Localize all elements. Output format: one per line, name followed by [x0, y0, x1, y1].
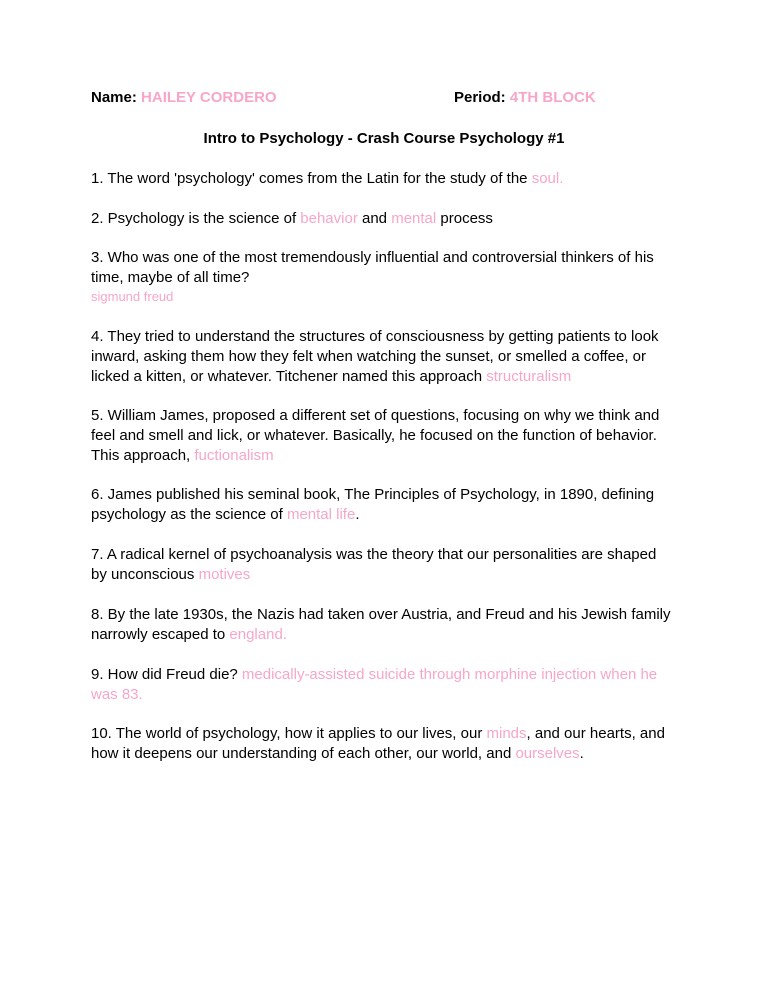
- question-text: process: [436, 210, 493, 227]
- answer: ourselves: [515, 745, 580, 762]
- question-text: 6. James published his seminal book, The Principles of Psychology, in 1890, defining psychology as the science of: [91, 486, 655, 523]
- name-value: HAILEY CORDERO: [141, 89, 277, 106]
- question-text: 4. They tried to understand the structures of consciousness by getting patients to look inward, asking them how they felt when watching the sunset, or smelled a coffee, or licked a kitten, or whatever. Titchener named this approach: [91, 328, 659, 385]
- question-text: 9. How did Freud die?: [91, 666, 242, 683]
- question-1: [91, 169, 673, 189]
- header: [91, 88, 768, 108]
- answer: structuralism: [486, 368, 572, 385]
- question-text: , and our hearts, and how it deepens our understanding of each other, our world, and: [91, 725, 665, 762]
- question-text: 1. The word 'psychology' comes from the Latin for the study of the: [91, 170, 532, 187]
- period-label: Period:: [454, 89, 506, 106]
- answer: mental: [391, 210, 437, 227]
- question-3: [91, 248, 673, 306]
- period-value: 4TH BLOCK: [509, 89, 596, 106]
- answer: fuctionalism: [194, 447, 274, 464]
- question-text: 10. The world of psychology, how it applies to our lives, our: [91, 725, 487, 742]
- question-text: .: [579, 745, 584, 762]
- question-10: [91, 724, 673, 764]
- question-4: [91, 327, 673, 387]
- answer: minds: [486, 725, 527, 742]
- answer: england.: [229, 626, 287, 643]
- answer: sigmund freud: [91, 289, 174, 304]
- answer: mental life: [286, 506, 356, 523]
- question-text: 5. William James, proposed a different set of questions, focusing on why we think and feel and smell and lick, or whatever. Basically, he focused on the function of behavior. This approach,: [91, 407, 660, 464]
- question-8: [91, 605, 673, 645]
- question-text: and: [357, 210, 392, 227]
- answer: soul.: [531, 170, 564, 187]
- question-5: [91, 406, 673, 466]
- question-text: 8. By the late 1930s, the Nazis had taken over Austria, and Freud and his Jewish family narrowly escaped to: [91, 606, 671, 643]
- name-label: Name:: [91, 89, 137, 106]
- period-field: [454, 88, 596, 108]
- answer: behavior: [300, 210, 358, 227]
- question-text: 7. A radical kernel of psychoanalysis was the theory that our personalities are shaped by unconscious: [91, 546, 657, 583]
- answer: motives: [198, 566, 251, 583]
- question-text: 2. Psychology is the science of: [91, 210, 301, 227]
- answer: medically-assisted suicide through morphine injection when he was 83.: [91, 666, 658, 703]
- question-6: [91, 485, 673, 525]
- document-title: Intro to Psychology - Crash Course Psychology #1: [203, 130, 565, 147]
- question-text: .: [355, 506, 360, 523]
- question-2: [91, 209, 673, 229]
- question-9: [91, 665, 673, 705]
- question-7: [91, 545, 673, 585]
- question-text: 3. Who was one of the most tremendously influential and controversial thinkers of his time, maybe of all time?: [91, 249, 654, 286]
